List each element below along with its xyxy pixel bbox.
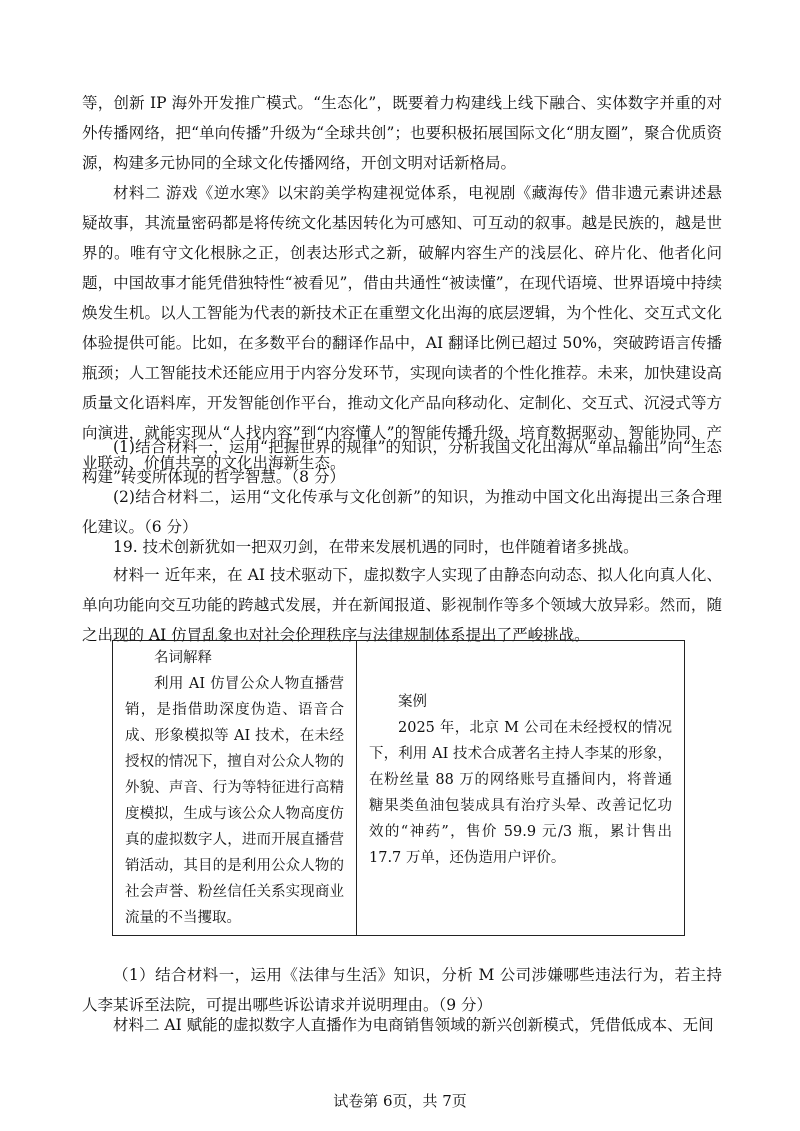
material-one-continuation: 等，创新 IP 海外开发推广模式。“生态化”，既要着力构建线上线下融合、实体数字并重的对外传播网络，把“单向传播”升级为“全球共创”；也要积极拓展国际文化“朋友圈”，聚合优质资源，构建多元协同的全球文化传播网络，开创文明对话新格局。 xyxy=(82,94,722,172)
question-2: (2)结合材料二，运用“文化传承与文化创新”的知识，为推动中国文化出海提出三条合理化建议。（6 分） xyxy=(82,488,722,536)
question-19-intro: 19. 技术创新犹如一把双刃剑，在带来发展机遇的同时，也伴随着诸多挑战。 xyxy=(113,538,639,556)
term-definition-title: 名词解释 xyxy=(154,650,212,666)
question-19-material-one: 材料一 近年来，在 AI 技术驱动下，虚拟数字人实现了由静态向动态、拟人化向真人化、单向功能向交互功能的跨越式发展，并在新闻报道、影视制作等多个领域大放异彩。然而，随之出现的 AI 仿冒乱象也对社会伦理秩序与法律规制体系提出了严峻挑战。 xyxy=(82,566,722,644)
term-definition-cell xyxy=(113,641,357,935)
material-table xyxy=(112,640,685,936)
case-cell xyxy=(357,641,684,935)
case-title: 案例 xyxy=(398,694,427,710)
question-19-sub-1: （1）结合材料一，运用《法律与生活》知识，分析 M 公司涉嫌哪些违法行为，若主持人李某诉至法院，可提出哪些诉讼请求并说明理由。（9 分） xyxy=(82,966,722,1014)
term-definition-body: 利用 AI 仿冒公众人物直播营销，是指借助深度伪造、语音合成、形象模拟等 AI 技术，在未经授权的情况下，擅自对公众人物的外貌、声音、行为等特征进行高精度模拟，生成与该公众人物高度仿真的虚拟数字人，进而开展直播营销活动，其目的是利用公众人物的社会声誉、粉丝信任关系实现商业流量的不当攫取。 xyxy=(125,676,344,926)
question-19-material-two: 材料二 AI 赋能的虚拟数字人直播作为电商销售领域的新兴创新模式，凭借低成本、无间 xyxy=(113,1016,714,1034)
case-body: 2025 年，北京 M 公司在未经授权的情况下，利用 AI 技术合成著名主持人李某的形象，在粉丝量 88 万的网络账号直播间内，将普通糖果类鱼油包装成具有治疗头晕、改善记忆功效的“神药”，售价 59.9 元/3 瓶，累计售出 17.7 万单，还伪造用户评价。 xyxy=(369,720,672,866)
page-footer: 试卷第 6页，共 7页 xyxy=(333,1092,467,1110)
material-two-paragraph: 材料二 游戏《逆水寒》以宋韵美学构建视觉体系，电视剧《藏海传》借非遗元素讲述悬疑故事，其流量密码都是将传统文化基因转化为可感知、可互动的叙事。越是民族的，越是世界的。唯有守文化根脉之正，创表达形式之新，破解内容生产的浅层化、碎片化、他者化问题，中国故事才能凭借独特性“被看见”，借由共通性“被读懂”，在现代语境、世界语境中持续焕发生机。以人工智能为代表的新技术正在重塑文化出海的底层逻辑，为个性化、交互式文化体验提供可能。比如，在多数平台的翻译作品中，AI 翻译比例已超过 50%，突破跨语言传播瓶颈；人工智能技术还能应用于内容分发环节，实现向读者的个性化推荐。未来，加快建设高质量文化语料库，开发智能创作平台，推动文化产品向移动化、定制化、交互式、沉浸式等方向演进，就能实现从“人找内容”到“内容懂人”的智能传播升级，培育数据驱动、智能协同、产业联动、价值共享的文化出海新生态。 xyxy=(82,184,722,472)
question-1: (1)结合材料一，运用“把握世界的规律”的知识，分析我国文化出海从“单品输出”向“生态构建”转变所体现的哲学智慧。（8 分） xyxy=(82,438,722,486)
